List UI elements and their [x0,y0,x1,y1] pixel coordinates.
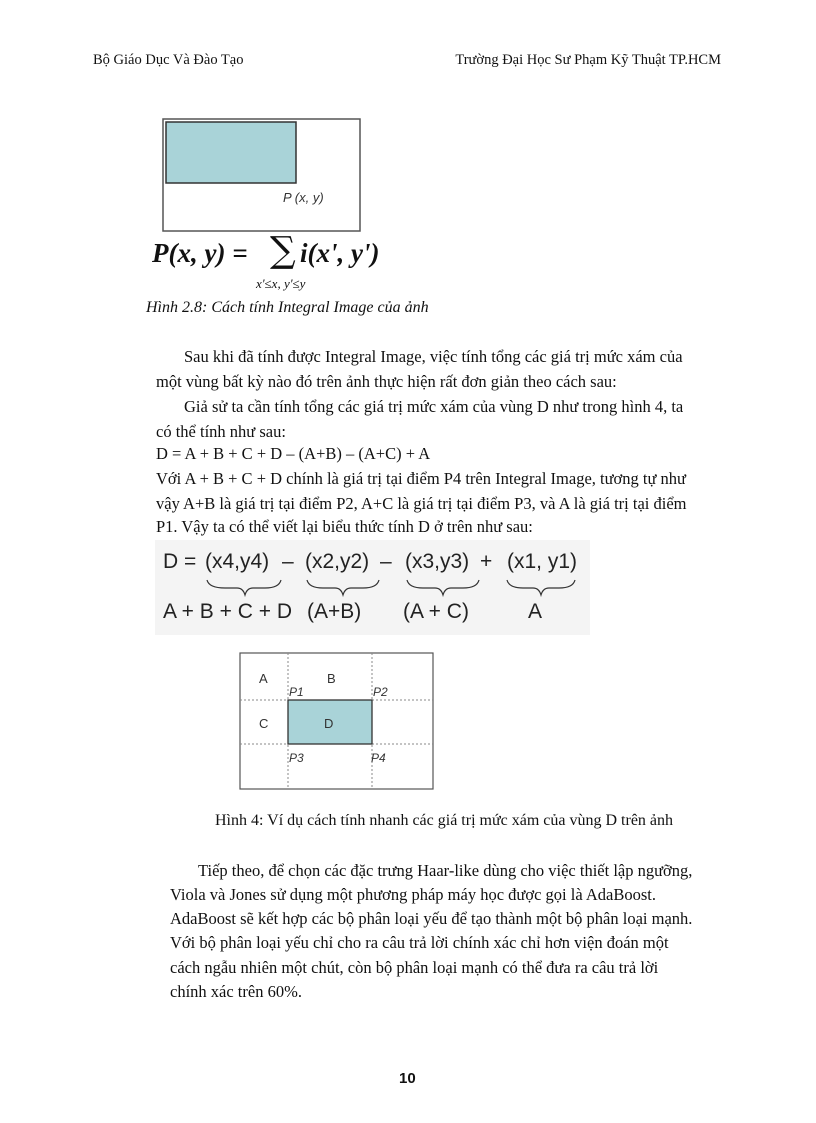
paragraph-line: cách ngẫu nhiên một chút, còn bộ phân loại mạnh có thể đưa ra câu trả lời [170,958,659,977]
paragraph-line: Tiếp theo, để chọn các đặc trưng Haar-like dùng cho việc thiết lập ngưỡng, [198,861,693,880]
term-p3: (x3,y3) [405,550,470,573]
point-p2: P2 [373,685,388,699]
formula-term: i(x', y') [300,238,380,268]
integral-image-figure [162,118,362,233]
point-p3: P3 [289,751,304,765]
region-c-label: C [259,716,269,731]
sum-ac: (A + C) [403,600,469,623]
paragraph-line: Với A + B + C + D chính là giá trị tại điểm P4 trên Integral Image, tương tự như [156,469,686,488]
paragraph-line: Với bộ phân loại yếu chỉ cho ra câu trả lời chính xác chỉ hơn viện đoán một [170,933,669,952]
region-b-label: B [327,671,336,686]
region-diagram [239,652,435,792]
paragraph-line: Sau khi đã tính được Integral Image, việc tính tổng các giá trị mức xám của [184,347,683,366]
decomposition-formula [155,540,590,635]
region-a-label: A [259,671,268,686]
formula-subscript: x'≤x, y'≤y [256,276,306,291]
integral-formula [152,230,412,292]
figure2-caption: Hình 4: Ví dụ cách tính nhanh các giá trị mức xám của vùng D trên ảnh [215,812,674,829]
formula-lhs: P(x, y) = [152,238,248,268]
brace [307,580,379,595]
brace [207,580,281,595]
paragraph-line: Viola và Jones sử dụng một phương pháp máy học được gọi là AdaBoost. [170,885,656,904]
formula-d-eq: D = [163,550,197,573]
paragraph-line: một vùng bất kỳ nào đó trên ảnh thực hiện rất đơn giản theo cách sau: [156,372,617,391]
point-p4: P4 [371,751,386,765]
figure1-caption: Hình 2.8: Cách tính Integral Image của ảnh [146,299,429,316]
region-d-label: D [324,716,334,731]
header-left: Bộ Giáo Dục Và Đào Tạo [93,52,244,68]
page-number: 10 [399,1070,416,1087]
point-label: P (x, y) [283,190,324,205]
paragraph-line: AdaBoost sẽ kết hợp các bộ phân loại yếu để tạo thành một bộ phân loại mạnh. [170,909,693,928]
sum-ab: (A+B) [307,600,362,623]
point-p1: P1 [289,685,304,699]
term-p1: (x1, y1) [507,550,578,573]
paragraph-line: P1. Vậy ta có thể viết lại biểu thức tính D ở trên như sau: [156,517,533,536]
paragraph-line: vậy A+B là giá trị tại điểm P2, A+C là giá trị tại điểm P3, và A là giá trị tại điểm [156,494,687,513]
sum-symbol: ∑ [270,230,296,271]
plus-sign: + [480,550,493,573]
minus-sign: – [380,550,392,573]
equation-line: D = A + B + C + D – (A+B) – (A+C) + A [156,444,431,463]
sum-abcd: A + B + C + D [163,600,292,623]
brace [507,580,575,595]
minus-sign: – [282,550,294,573]
paragraph-line: chính xác trên 60%. [170,982,302,1001]
term-a: A [528,600,543,623]
header-right: Trường Đại Học Sư Phạm Kỹ Thuật TP.HCM [455,52,721,68]
integral-region [166,122,296,183]
term-p4: (x4,y4) [205,550,270,573]
paragraph-line: có thể tính như sau: [156,422,286,441]
paragraph-line: Giả sử ta cần tính tổng các giá trị mức xám của vùng D như trong hình 4, ta [184,397,684,416]
brace [407,580,479,595]
term-p2: (x2,y2) [305,550,370,573]
